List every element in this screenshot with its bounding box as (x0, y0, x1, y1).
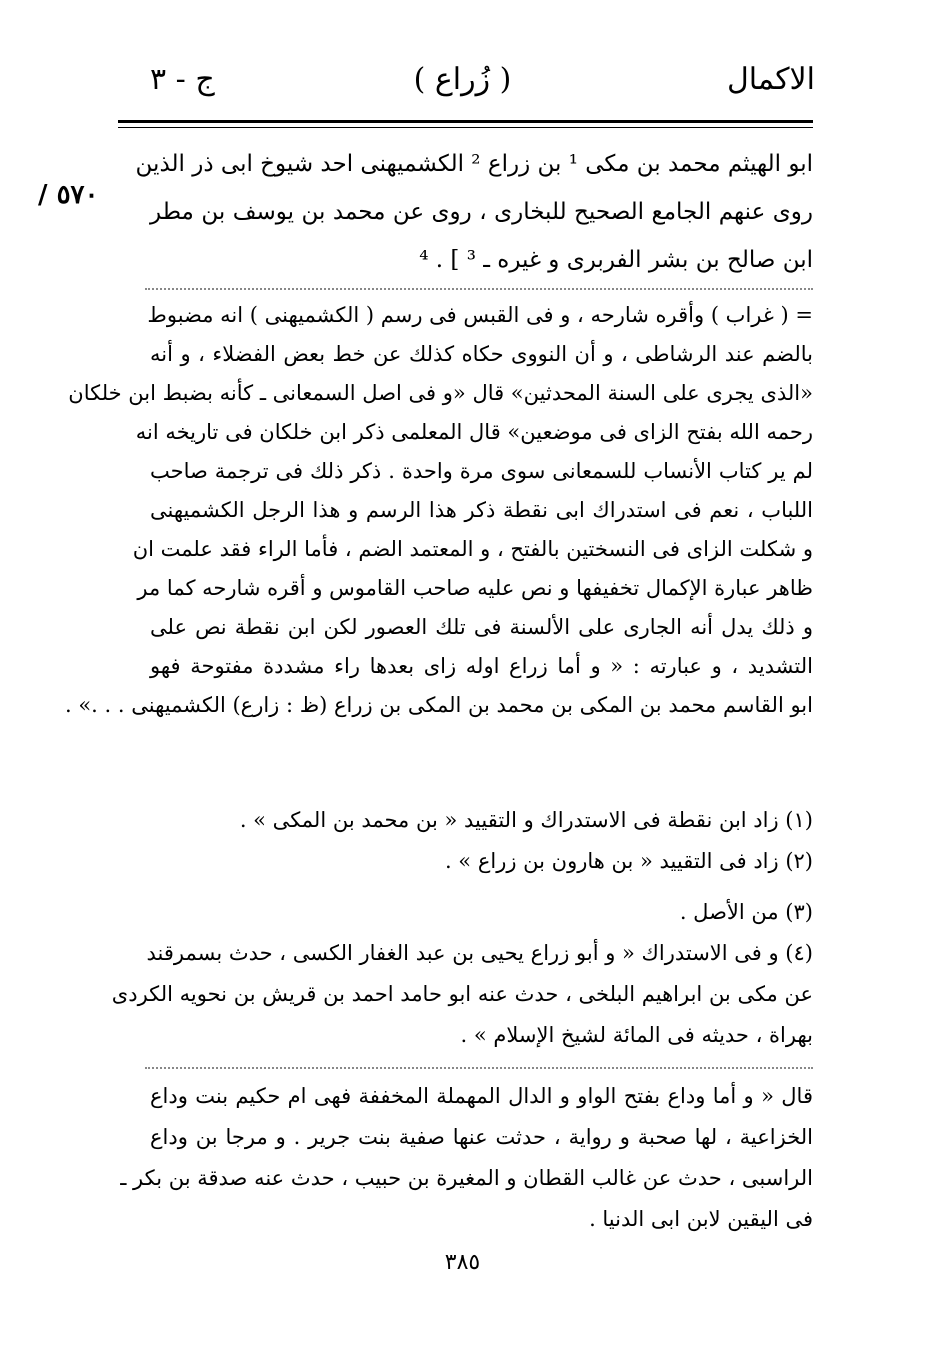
tail-line: قال « و أما وداع بفتح الواو و الدال المهملة المخففة فهى ام حكيم بنت وداع (150, 1084, 813, 1108)
header-volume: ج - ٣ (150, 62, 215, 97)
header-book-title: الاكمال (726, 62, 815, 97)
header-rule-thick (118, 120, 813, 123)
note-line: = ( غراب ) وأقره شارحه ، و فى القبس فى رسم ( الكشميهنى ) انه مضبوط (147, 303, 813, 327)
margin-folio-note: / ٥٧٠ (38, 180, 99, 210)
tail-line: الراسبى ، حدث عن غالب القطان و المغيرة بن حبيب ، حدث عنه صدقة بن بكر ـ (120, 1166, 813, 1190)
note-line: بالضم عند الرشاطى ، و أن النووى حكاه كذلك عن خط بعض الفضلاء ، و أنه (150, 342, 813, 366)
main-line: ابن صالح بن بشر الفربرى و غيره ـ ³ ] . ⁴ (419, 247, 813, 273)
note-line: و ذلك يدل أنه الجارى على الألسنة فى تلك العصور لكن ابن نقطة نص على (150, 615, 813, 639)
main-text (135, 140, 813, 284)
continuation-text (120, 1076, 813, 1240)
note-line: التشديد ، و عبارته : « و أما زراع اوله زاى بعدها راء مشددة مفتوحة فهو (150, 654, 813, 678)
note-line: اللباب ، نعم فى استدراك ابى نقطة ذكر هذا الرسم و هذا الرجل الكشميهنى (150, 498, 813, 522)
footnote-4: (٤) و فى الاستدراك « و أبو زراع يحيى بن عبد الغفار الكسى ، حدث بسمرقند (146, 941, 813, 965)
page-number: ٣٨٥ (444, 1250, 481, 1275)
footnote-4-cont: بهراة ، حديثه فى المائة لشيخ الإسلام » . (460, 1023, 813, 1047)
note-line: و شكلت الزاى فى النسختين بالفتح ، و المعتمد الضم ، فأما الراء فقد علمت ان (132, 537, 813, 561)
text-separator (145, 288, 813, 290)
tail-line: فى اليقين لابن ابى الدنيا . (589, 1207, 813, 1231)
note-line: «الذى يجرى على السنة المحدثين» قال «و فى اصل السمعانى ـ كأنه بضبط ابن خلكان (68, 381, 813, 405)
header-rule-thin (118, 127, 813, 128)
footnote-4-cont: عن مكى بن ابراهيم البلخى ، حدث عنه ابو حامد احمد بن قريش بن نحويه الكردى (111, 982, 813, 1006)
note-line: ابو القاسم محمد بن المكى بن محمد بن المكى بن زراع (ظ : زارع) الكشميهنى . . .» . (64, 693, 813, 717)
tail-line: الخزاعية ، لها صحبة و رواية ، حدثت عنها صفية بنت جرير . و مرجا بن وداع (150, 1125, 813, 1149)
footnote-1: (١) زاد ابن نقطة فى الاستدراك و التقييد « بن محمد بن المكى » . (239, 808, 813, 832)
footnote-2: (٢) زاد فى التقييد « بن هارون بن زراع » . (444, 849, 813, 873)
note-line: رحمه الله بفتح الزاى فى موضعين» قال المعلمى ذكر ابن خلكان فى تاريخه انه (135, 420, 813, 444)
editor-notes (64, 296, 813, 725)
note-line: ظاهر عبارة الإكمال تخفيفها و نص عليه صاحب القاموس و أقره شارحه كما مر (137, 576, 813, 600)
footnotes (111, 800, 813, 1056)
note-line: لم ير كتاب الأنساب للسمعانى سوى مرة واحدة . ذكر ذلك فى ترجمة صاحب (150, 459, 813, 483)
footnote-3: (٣) من الأصل . (679, 900, 813, 924)
main-line: ابو الهيثم محمد بن مكى ¹ بن زراع ² الكشميهنى احد شيوخ ابى ذر الذين (135, 151, 813, 177)
main-line: روى عنهم الجامع الصحيح للبخارى ، روى عن محمد بن يوسف بن مطر (150, 199, 813, 225)
text-separator (145, 1067, 813, 1069)
header-entry-name: ( زُراع ) (413, 62, 512, 97)
